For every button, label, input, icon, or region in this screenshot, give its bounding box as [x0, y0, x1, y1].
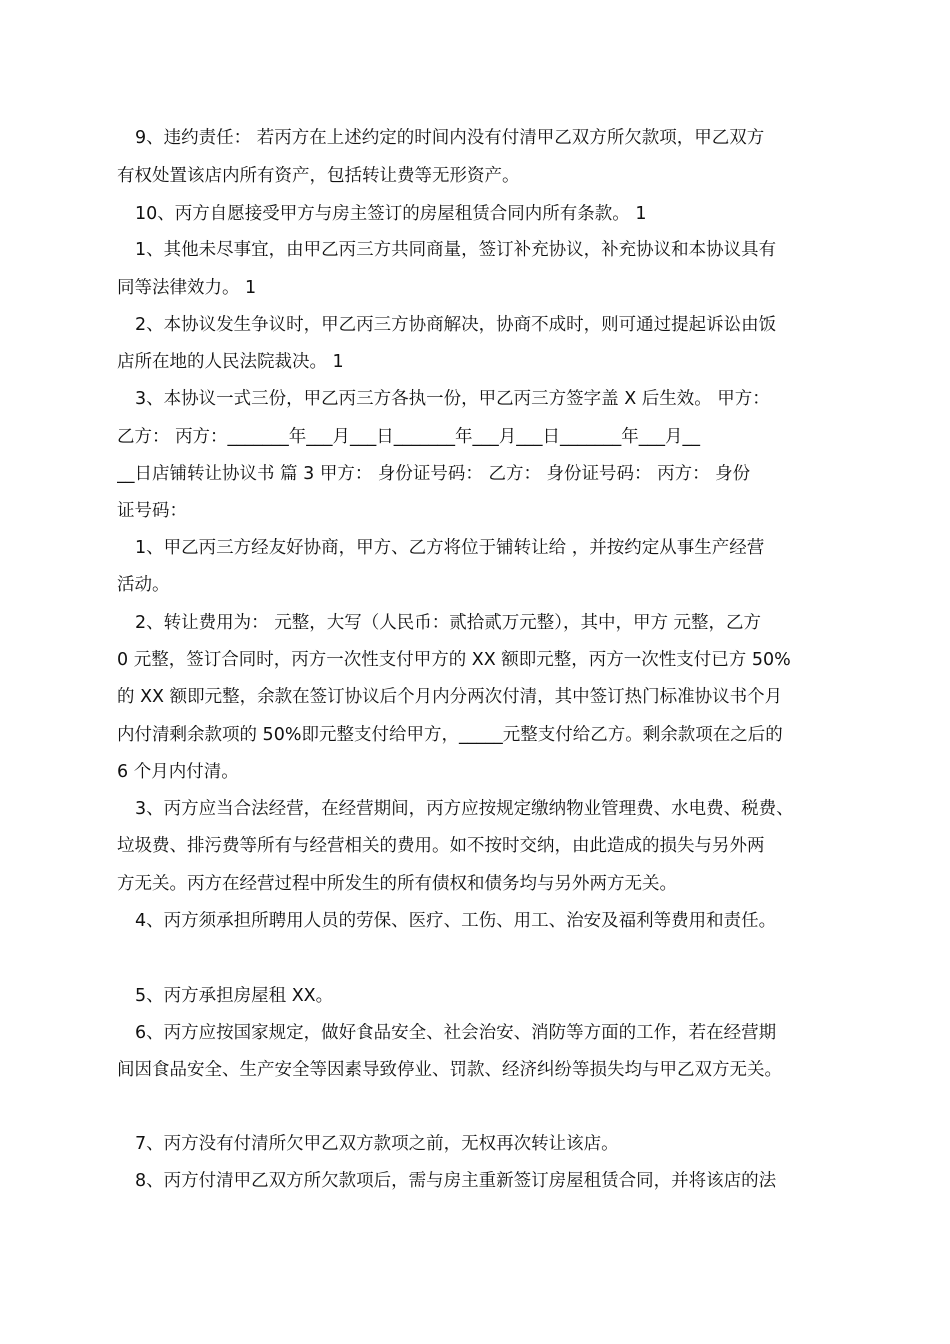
text-line: 2、本协议发生争议时，甲乙丙三方协商解决，协商不成时，则可通过提起诉讼由饭 — [135, 315, 777, 335]
text-line: 0 元整，签订合同时，丙方一次性支付甲方的 XX 额即元整，丙方一次性支付已方 50% — [117, 650, 791, 670]
text-line: 3、丙方应当合法经营，在经营期间，丙方应按规定缴纳物业管理费、水电费、税费、 — [135, 799, 794, 819]
text-line: 7、丙方没有付清所欠甲乙双方款项之前，无权再次转让该店。 — [135, 1134, 619, 1154]
text-line: 1、其他未尽事宜，由甲乙丙三方共同商量，签订补充协议，补充协议和本协议具有 — [135, 240, 777, 260]
text-line: 垃圾费、排污费等所有与经营相关的费用。如不按时交纳，由此造成的损失与另外两 — [117, 836, 765, 856]
text-line: 内付清剩余款项的 50%即元整支付给甲方，_____元整支付给乙方。剩余款项在之后的 — [117, 725, 783, 745]
text-line: 9、违约责任： 若丙方在上述约定的时间内没有付清甲乙双方所欠款项，甲乙双方 — [135, 128, 765, 148]
text-line: 4、丙方须承担所聘用人员的劳保、医疗、工伤、用工、治安及福利等费用和责任。 — [135, 911, 777, 931]
text-line: 8、丙方付清甲乙双方所欠款项后，需与房主重新签订房屋租赁合同，并将该店的法 — [135, 1171, 777, 1191]
text-line: 活动。 — [117, 575, 170, 595]
text-line: 有权处置该店内所有资产，包括转让费等无形资产。 — [117, 166, 520, 186]
text-line: 乙方： 丙方：_______年___月___日_______年___月___日_______年___月__ — [117, 427, 701, 447]
text-line: 3、本协议一式三份，甲乙丙三方各执一份，甲乙丙三方签字盖 X 后生效。 甲方： — [135, 389, 770, 409]
text-line: 方无关。丙方在经营过程中所发生的所有债权和债务均与另外两方无关。 — [117, 874, 677, 894]
text-line: 证号码： — [117, 501, 187, 521]
text-line: __日店铺转让协议书 篇 3 甲方： 身份证号码： 乙方： 身份证号码： 丙方： 身份 — [117, 464, 751, 484]
text-line: 同等法律效力。 1 — [117, 278, 257, 298]
text-line: 2、转让费用为： 元整，大写（人民币：贰拾贰万元整），其中，甲方 元整，乙方 — [135, 613, 762, 633]
text-line: 6 个月内付清。 — [117, 762, 239, 782]
text-line: 间因食品安全、生产安全等因素导致停业、罚款、经济纠纷等损失均与甲乙双方无关。 — [117, 1060, 782, 1080]
text-line: 5、丙方承担房屋租 XX。 — [135, 986, 334, 1006]
text-line: 1、甲乙丙三方经友好协商，甲方、乙方将位于铺转让给 ，并按约定从事生产经营 — [135, 538, 765, 558]
text-line: 店所在地的人民法院裁决。 1 — [117, 352, 344, 372]
text-line: 6、丙方应按国家规定，做好食品安全、社会治安、消防等方面的工作，若在经营期 — [135, 1023, 777, 1043]
text-line: 10、丙方自愿接受甲方与房主签订的房屋租赁合同内所有条款。 1 — [135, 204, 647, 224]
text-line: 的 XX 额即元整，余款在签订协议后个月内分两次付清，其中签订热门标准协议书个月 — [117, 687, 783, 707]
